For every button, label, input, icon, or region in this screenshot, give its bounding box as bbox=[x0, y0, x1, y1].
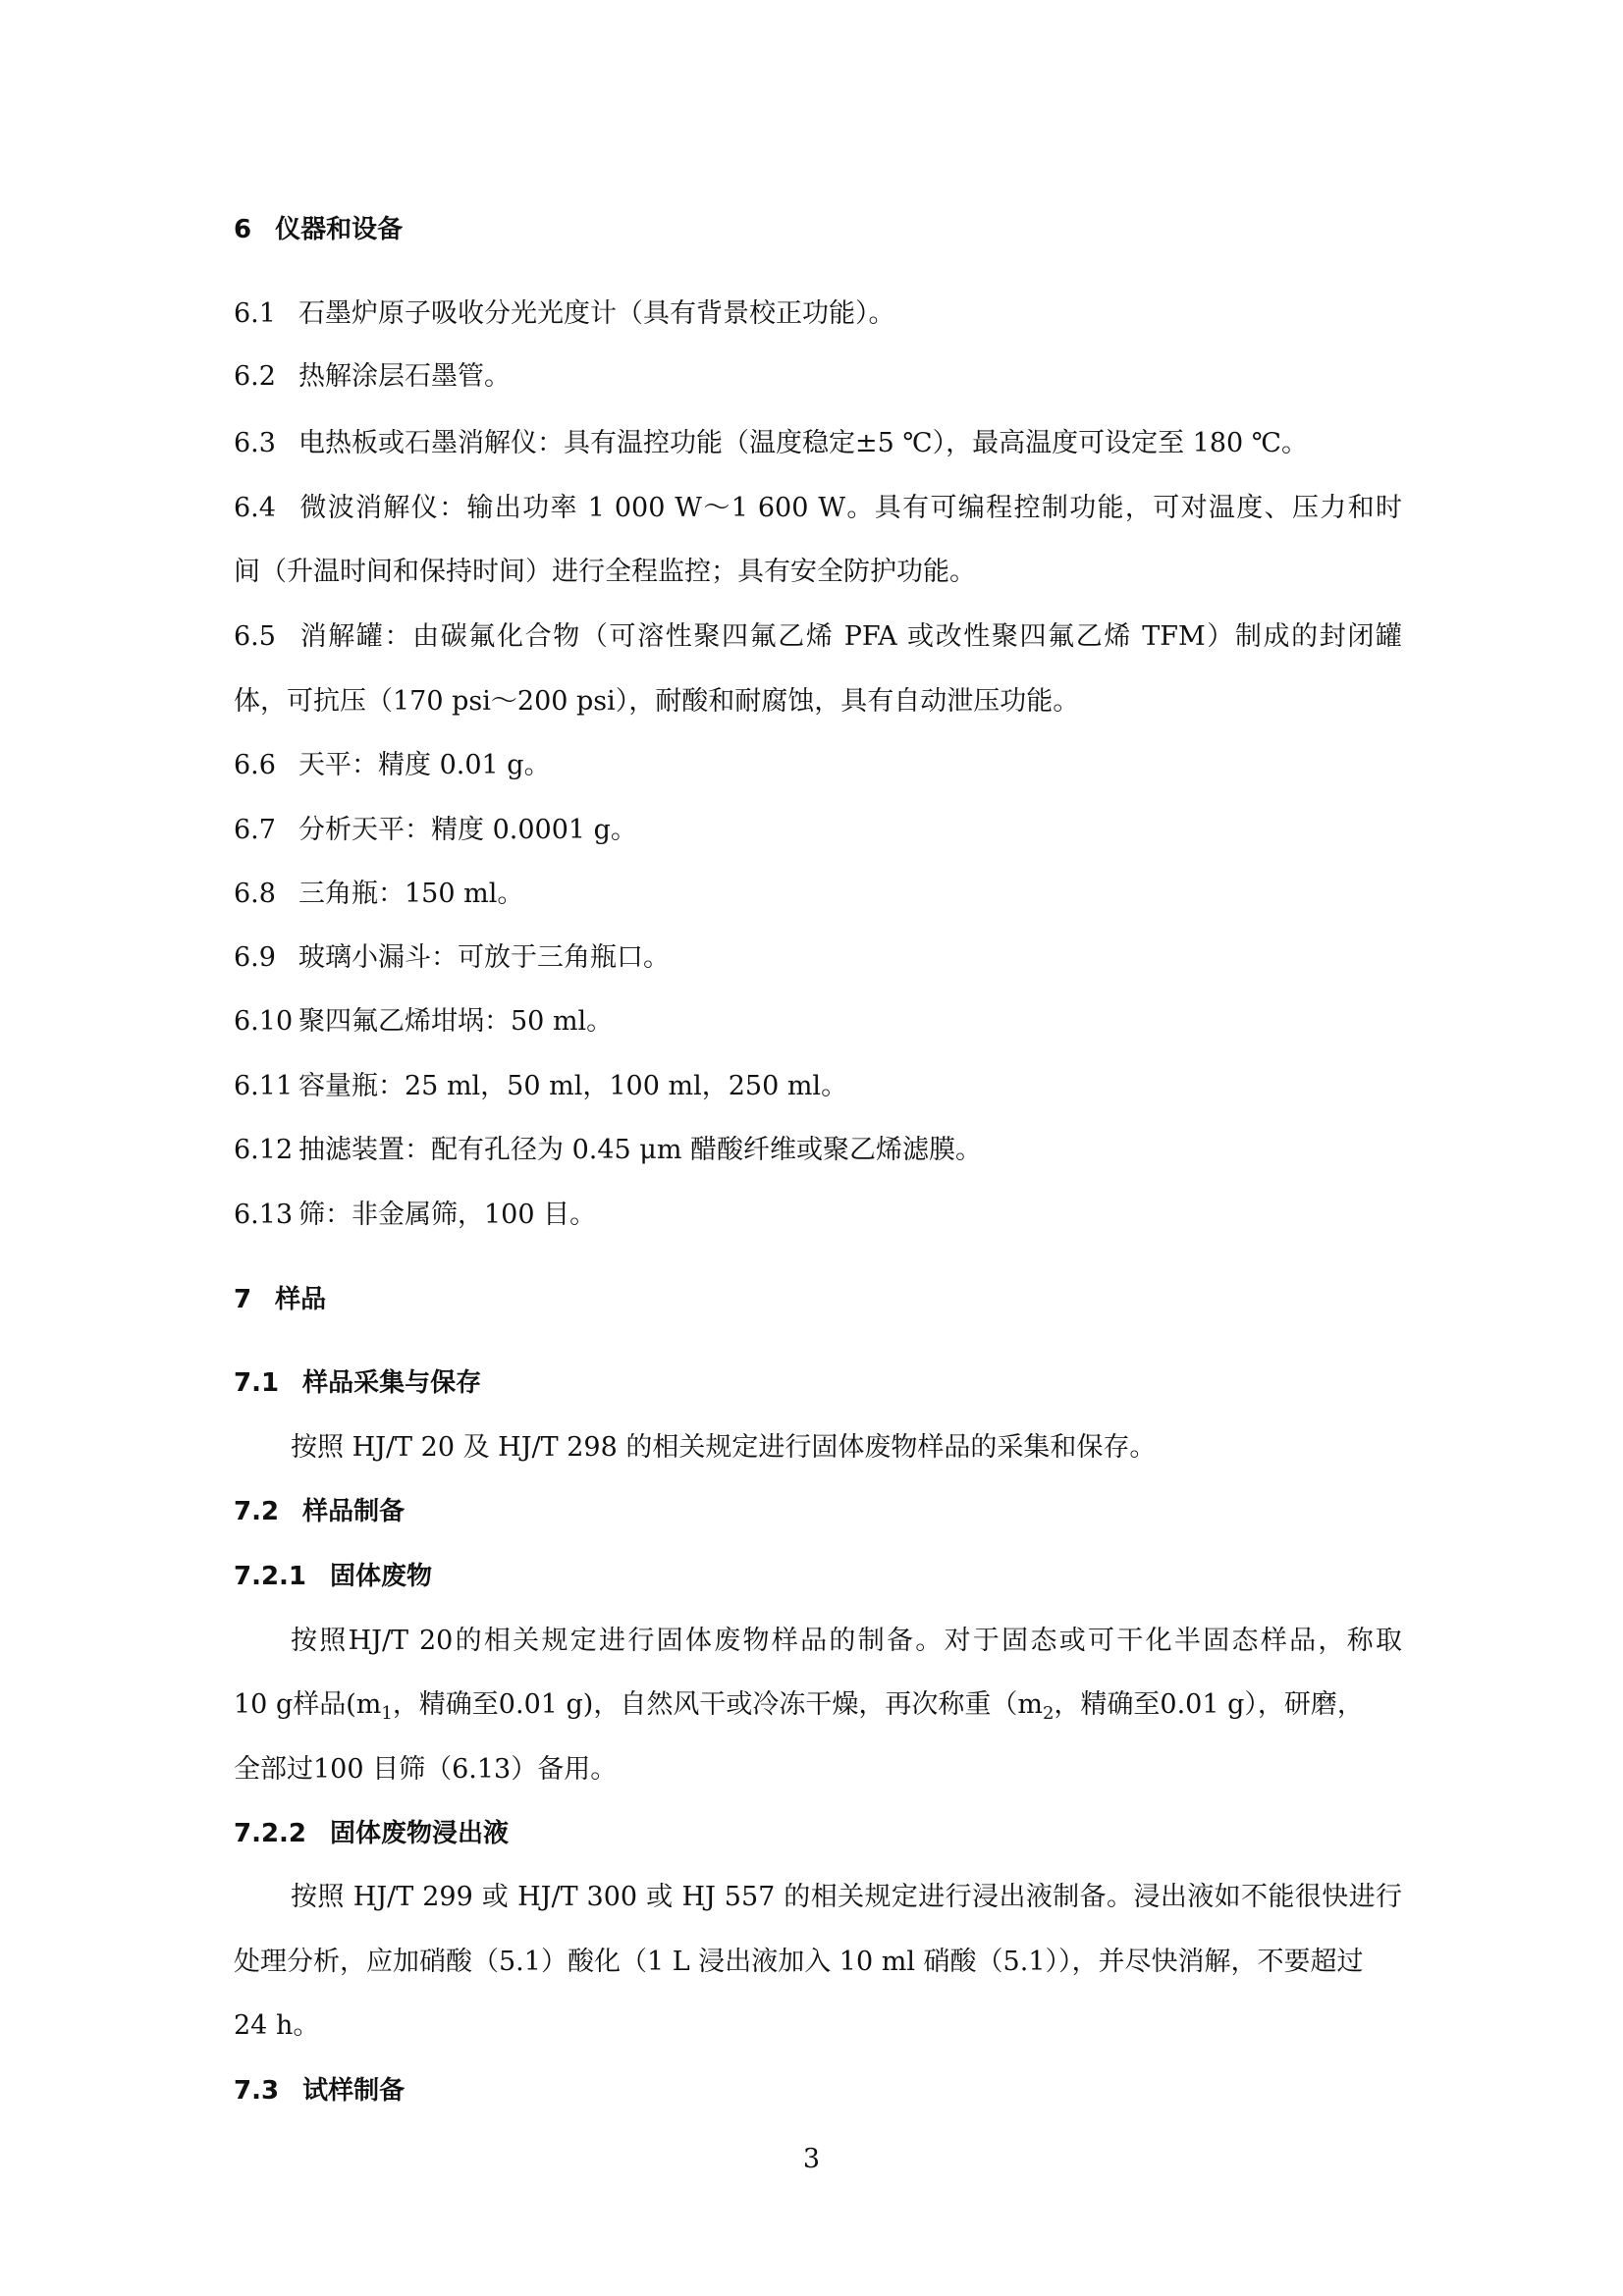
item-number: 6.5 bbox=[234, 621, 276, 652]
text-run: ，精确至0.01 g），研磨， bbox=[1054, 1689, 1364, 1720]
item-number: 6.8 bbox=[234, 879, 276, 909]
section-7-2-2-line-3: 24 h。 bbox=[234, 2010, 320, 2041]
item-number: 6.1 bbox=[234, 298, 276, 329]
section-title: 固体废物浸出液 bbox=[330, 1819, 510, 1848]
item-6-3 bbox=[234, 424, 1402, 463]
item-text: 玻璃小漏斗：可放于三角瓶口。 bbox=[298, 942, 670, 973]
section-number: 7.2.2 bbox=[234, 1819, 307, 1848]
item-text: 三角瓶：150 ml。 bbox=[298, 879, 524, 909]
item-number: 6.7 bbox=[234, 815, 276, 845]
item-6-6 bbox=[234, 746, 1402, 785]
section-7-2-2-line-1 bbox=[291, 1878, 1402, 1917]
section-title: 样品采集与保存 bbox=[302, 1368, 482, 1398]
section-title: 样品制备 bbox=[302, 1497, 406, 1526]
section-7-3-heading bbox=[234, 2071, 1402, 2110]
section-7-1-heading bbox=[234, 1363, 1402, 1403]
text-run: ，精确至0.01 g)，自然风干或冷冻干燥，再次称重（m bbox=[392, 1689, 1043, 1720]
item-6-1 bbox=[234, 294, 1402, 334]
section-7-2-1-heading bbox=[234, 1557, 1402, 1596]
section-7-2-1-line-2 bbox=[234, 1685, 1402, 1725]
item-number: 6.10 bbox=[234, 1006, 294, 1037]
item-6-4 bbox=[234, 489, 1402, 528]
item-number: 6.9 bbox=[234, 942, 276, 973]
section-7-2-2-line-2: 处理分析，应加硝酸（5.1）酸化（1 L 浸出液加入 10 ml 硝酸（5.1）），并尽快消解，不要超过 bbox=[234, 1947, 1364, 1977]
item-number: 6.4 bbox=[234, 493, 276, 523]
item-6-7 bbox=[234, 811, 1402, 850]
section-number: 6 bbox=[234, 215, 252, 244]
section-7-2-1-line-3: 全部过100 目筛（6.13）备用。 bbox=[234, 1754, 618, 1785]
item-number: 6.3 bbox=[234, 428, 276, 458]
item-6-10 bbox=[234, 1002, 1402, 1041]
section-number: 7.1 bbox=[234, 1368, 280, 1398]
item-6-4-continuation: 间（升温时间和保持时间）进行全程监控；具有安全防护功能。 bbox=[234, 557, 976, 587]
section-7-2-heading bbox=[234, 1492, 1402, 1531]
paragraph-text: 按照 HJ/T 299 或 HJ/T 300 或 HJ 557 的相关规定进行浸出液制备。浸出液如不能很快进行 bbox=[291, 1882, 1402, 1912]
text-run: 10 g样品(m bbox=[234, 1689, 382, 1720]
section-title: 仪器和设备 bbox=[275, 215, 404, 244]
paragraph-text: 按照HJ/T 20的相关规定进行固体废物样品的制备。对于固态或可干化半固态样品，称取 bbox=[291, 1626, 1402, 1656]
item-text: 石墨炉原子吸收分光光度计（具有背景校正功能）。 bbox=[298, 298, 895, 329]
item-6-11 bbox=[234, 1067, 1402, 1106]
item-text: 聚四氟乙烯坩埚：50 ml。 bbox=[298, 1006, 614, 1037]
item-text: 微波消解仪：输出功率 1 000 W～1 600 W。具有可编程控制功能，可对温度、压力和时 bbox=[298, 493, 1402, 523]
section-7-2-2-heading bbox=[234, 1814, 1402, 1853]
item-6-8 bbox=[234, 875, 1402, 914]
page-number: 3 bbox=[802, 2144, 821, 2174]
item-number: 6.13 bbox=[234, 1200, 294, 1230]
item-text: 消解罐：由碳氟化合物（可溶性聚四氟乙烯 PFA 或改性聚四氟乙烯 TFM）制成的封闭罐 bbox=[298, 621, 1402, 652]
section-number: 7.2.1 bbox=[234, 1562, 307, 1591]
item-number: 6.2 bbox=[234, 361, 276, 392]
item-6-12 bbox=[234, 1131, 1402, 1170]
item-text: 电热板或石墨消解仪：具有温控功能（温度稳定±5 ℃），最高温度可设定至 180 ℃。 bbox=[298, 428, 1308, 458]
section-7-heading bbox=[234, 1280, 1402, 1319]
item-number: 6.12 bbox=[234, 1135, 294, 1165]
item-6-5-continuation: 体，可抗压（170 psi～200 psi），耐酸和耐腐蚀，具有自动泄压功能。 bbox=[234, 686, 1080, 717]
item-number: 6.11 bbox=[234, 1071, 294, 1101]
item-text: 分析天平：精度 0.0001 g。 bbox=[298, 815, 637, 845]
item-text: 筛：非金属筛，100 目。 bbox=[298, 1200, 597, 1230]
item-text: 容量瓶：25 ml，50 ml，100 ml，250 ml。 bbox=[298, 1071, 848, 1101]
item-6-2 bbox=[234, 357, 1402, 397]
section-title: 样品 bbox=[275, 1285, 327, 1314]
section-number: 7.2 bbox=[234, 1497, 280, 1526]
item-text: 热解涂层石墨管。 bbox=[298, 361, 511, 392]
section-number: 7 bbox=[234, 1285, 252, 1314]
section-7-2-1-line-1 bbox=[291, 1622, 1402, 1661]
item-number: 6.6 bbox=[234, 750, 276, 780]
item-6-9 bbox=[234, 938, 1402, 978]
section-7-1-body: 按照 HJ/T 20 及 HJ/T 298 的相关规定进行固体废物样品的采集和保存。 bbox=[291, 1432, 1157, 1463]
item-6-13 bbox=[234, 1196, 1402, 1235]
section-title: 试样制备 bbox=[302, 2076, 406, 2106]
subscript: 1 bbox=[381, 1703, 393, 1724]
item-text: 天平：精度 0.01 g。 bbox=[298, 750, 551, 780]
section-number: 7.3 bbox=[234, 2076, 280, 2106]
subscript: 2 bbox=[1042, 1703, 1055, 1724]
section-title: 固体废物 bbox=[330, 1562, 433, 1591]
item-6-5 bbox=[234, 617, 1402, 657]
item-text: 抽滤装置：配有孔径为 0.45 μm 醋酸纤维或聚乙烯滤膜。 bbox=[298, 1135, 983, 1165]
section-6-heading bbox=[234, 210, 1402, 249]
